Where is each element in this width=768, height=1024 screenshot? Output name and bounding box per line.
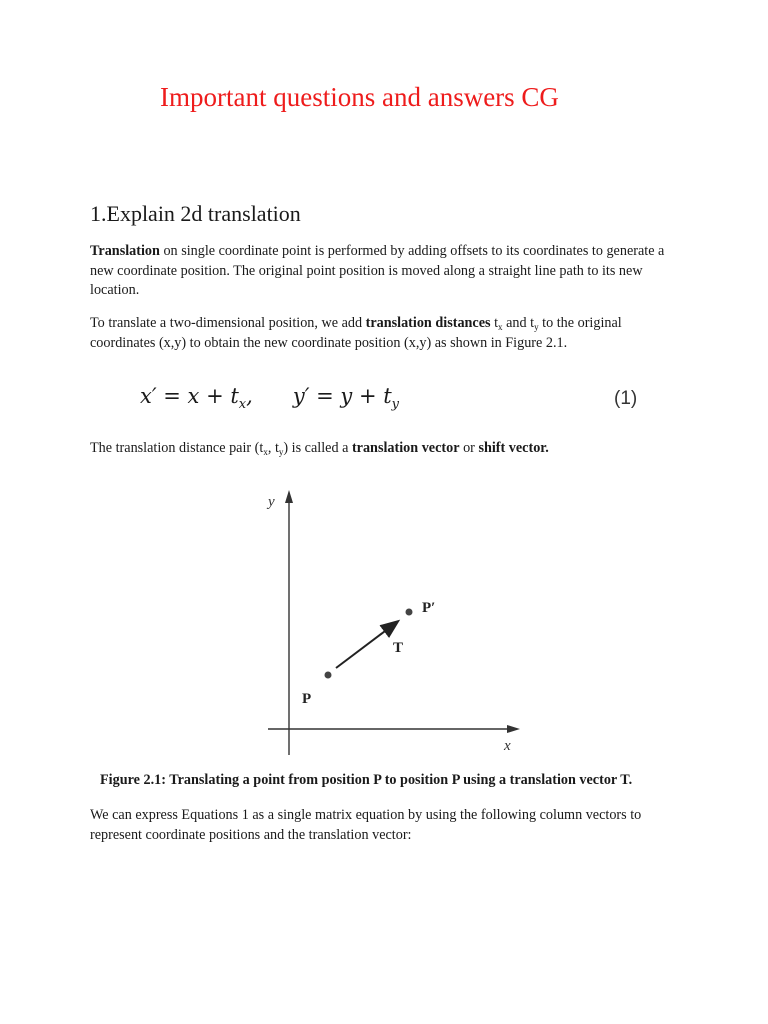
translation-equation [140, 384, 400, 412]
section-heading: 1.Explain 2d translation [90, 201, 301, 226]
x-axis-label: x [504, 738, 511, 754]
tx-subscript: x [263, 447, 268, 457]
ty-symbol: t [530, 315, 535, 331]
bold-term-translation-distances: translation distances [365, 315, 491, 331]
point-p-prime [406, 609, 413, 616]
equation-left: x′ = x + t [140, 384, 239, 408]
paragraph-translation-definition [90, 242, 680, 301]
equation-comma: , [246, 384, 253, 408]
and-text: and [502, 315, 531, 331]
paragraph-translation-distances [90, 314, 680, 353]
equation-right: y′ = y + t [292, 384, 392, 408]
point-p-prime-label: P′ [422, 600, 436, 616]
or-text: or [459, 440, 479, 456]
translation-figure [258, 485, 528, 760]
equation-left-subscript: x [238, 397, 247, 412]
translation-vector-arrow [336, 622, 397, 668]
figure-caption: Figure 2.1: Translating a point from position P to position P using a translation vector T. [100, 772, 633, 788]
bold-term-shift-vector: shift vector. [478, 440, 549, 456]
ty-subscript: y [278, 447, 284, 457]
equation-number: (1) [614, 388, 638, 409]
paragraph-matrix-equation: We can express Equations 1 as a single matrix equation by using the following column vectors to represent coordinate positions and the translation vector: [90, 807, 642, 843]
tx-symbol: t [494, 315, 499, 331]
document-title: Important questions and answers CG [160, 82, 559, 112]
called-text: ) is called a [283, 440, 352, 456]
paragraph-intro: To translate a two-dimensional position, we add [90, 315, 366, 331]
ty-subscript: y [534, 322, 539, 332]
point-p-label: P [302, 691, 312, 707]
paragraph-intro: The translation distance pair (t [90, 440, 264, 456]
point-p [325, 672, 332, 679]
y-axis-label: y [268, 494, 275, 510]
paragraph-rest: to the original coordinates (x,y) to obtain the new coordinate position (x,y) as shown in Figure 2.1. [90, 315, 622, 351]
equation-right-subscript: y [391, 397, 400, 412]
tx-subscript: x [498, 322, 503, 332]
paragraph-translation-vector [90, 439, 680, 459]
paragraph-text: on single coordinate point is performed by adding offsets to its coordinates to generate a new coordinate position. The original point position is moved along a straight line path to its new location. [90, 243, 665, 298]
bold-term-translation: Translation [90, 243, 160, 259]
bold-term-translation-vector: translation vector [351, 440, 460, 456]
vector-t-label: T [393, 640, 404, 656]
y-axis-arrowhead-icon [285, 490, 293, 503]
comma-text: , t [267, 440, 279, 456]
x-axis-arrowhead-icon [507, 725, 520, 733]
